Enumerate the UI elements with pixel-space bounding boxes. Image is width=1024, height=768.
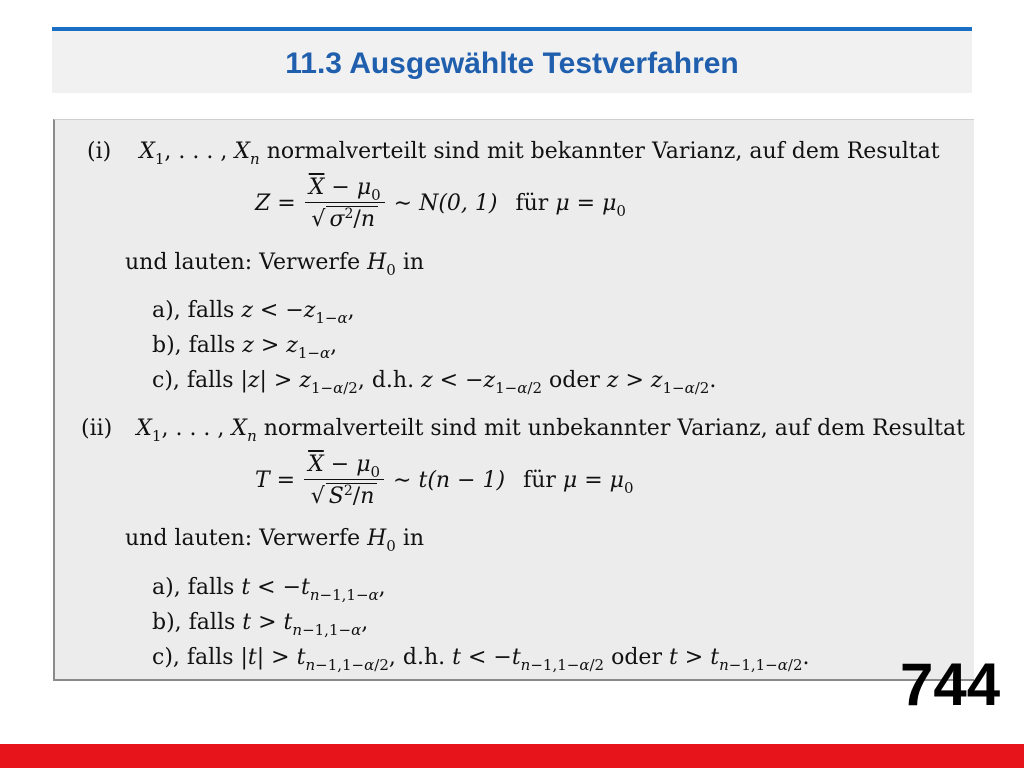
case-i-dist: N(0, 1) (419, 191, 498, 216)
case-i-intro: (i) $X_1$, . . . , $X_n$ normalverteilt sind mit bekannter Varianz, auf dem Resultat (87, 139, 940, 168)
slide-title: 11.3 Ausgewählte Testverfahren (285, 47, 739, 80)
case-ii-label: (ii) (81, 416, 113, 441)
case-ii-intro: (ii) $X_1$, . . . , $X_n$ normalverteilt sind mit unbekannter Varianz, auf dem Resultat (81, 416, 965, 445)
case-i-reject-text: und lauten: Verwerfe (125, 250, 361, 275)
case-ii-cond: für (523, 468, 556, 493)
title-bar (52, 27, 972, 93)
case-i-lhs: Z (255, 191, 271, 216)
footer-bar (0, 744, 1024, 768)
case-ii-fraction: $\frac{\overline{X} - \mu_0}{√ S^2/n}$ (304, 452, 384, 509)
case-ii-b: b), falls $t > t_{n-1,1-\alpha}$, (152, 610, 369, 639)
case-i-fraction: $\frac{\overline{X} - \mu_0}{√ \sigma^2/n}$ (305, 175, 385, 232)
case-ii-reject-in: in (402, 526, 425, 551)
case-ii-a: a), falls $t < -t_{n-1,1-\alpha}$, (152, 575, 386, 604)
case-ii-reject-text: und lauten: Verwerfe (125, 526, 361, 551)
page-number: 744 (900, 651, 1001, 718)
case-i-cond: für (515, 191, 549, 216)
case-i-intro-text: normalverteilt sind mit bekannter Varianz, auf dem Resultat (266, 139, 940, 164)
case-ii-intro-text: normalverteilt sind mit unbekannter Varianz, auf dem Resultat (263, 416, 965, 441)
case-ii-formula: T = $\frac{\overline{X} - \mu_0}{√ S^2/n}$ ∼ t(n − 1) für $\mu = \mu_0$ (255, 452, 634, 509)
case-i-b: b), falls $z > z_{1-\alpha}$, (152, 333, 338, 362)
case-ii-lhs: T (255, 468, 270, 493)
case-ii-dist: t(n − 1) (418, 468, 506, 493)
case-i-c: c), falls $|z| > z_{1-\alpha/2}$, d.h. $z < -z_{1-\alpha/2}$ oder $z > z_{1-\alpha/2}$. (152, 368, 717, 397)
case-i-reject: und lauten: Verwerfe $H_0$ in (125, 250, 425, 279)
case-ii-reject: und lauten: Verwerfe $H_0$ in (125, 526, 425, 555)
case-i-reject-in: in (402, 250, 425, 275)
case-i-formula: Z = $\frac{\overline{X} - \mu_0}{√ \sigma^2/n}$ ∼ N(0, 1) für $\mu = \mu_0$ (255, 175, 626, 232)
content-box (53, 119, 974, 681)
case-i-a: a), falls $z < -z_{1-\alpha}$, (152, 298, 355, 327)
case-ii-c: c), falls $|t| > t_{n-1,1-\alpha/2}$, d.h. $t < -t_{n-1,1-\alpha/2}$ oder $t > t_{n-1,1-\alpha/2}$. (152, 645, 810, 674)
case-i-label: (i) (87, 139, 112, 164)
